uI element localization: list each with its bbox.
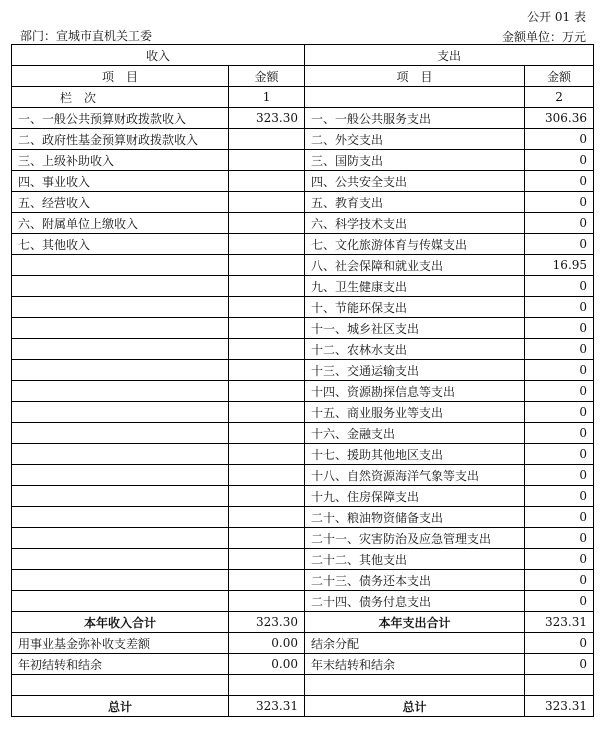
income-amount-cell [229,171,305,192]
income-adjustment-value: 0.00 [229,654,305,675]
section-header-row [12,45,594,66]
table-row [12,318,594,339]
table-row [12,171,594,192]
blank-row [12,675,594,696]
expense-item-cell: 八、社会保障和就业支出 [305,255,525,276]
income-adjustment-value: 0.00 [229,633,305,654]
expense-item-cell: 三、国防支出 [305,150,525,171]
table-row [12,465,594,486]
expense-item-cell: 二、外交支出 [305,129,525,150]
income-amount-cell [229,318,305,339]
table-row [12,213,594,234]
expense-amount-cell: 0 [525,213,594,234]
table-row [12,402,594,423]
income-amount-cell [229,549,305,570]
budget-table [11,44,594,717]
expense-item-cell: 二十、粮油物资储备支出 [305,507,525,528]
income-amount-cell [229,339,305,360]
table-row [12,444,594,465]
department-label: 部门：宣城市直机关工委 [20,29,153,43]
income-item-cell [12,402,229,423]
income-column-number: 1 [229,87,305,108]
row-label-cell: 栏 次 [12,87,229,108]
unit-label: 金额单位：万元 [501,30,586,44]
income-amount-cell [229,255,305,276]
blank-cell [525,675,594,696]
expense-item-cell: 二十二、其他支出 [305,549,525,570]
income-amount-cell [229,360,305,381]
expense-item-cell: 二十一、灾害防治及应急管理支出 [305,528,525,549]
expense-item-cell: 十二、农林水支出 [305,339,525,360]
expense-amount-cell: 0 [525,507,594,528]
expense-row-label-cell [305,87,525,108]
expense-amount-cell: 0 [525,444,594,465]
income-item-cell: 七、其他收入 [12,234,229,255]
income-item-cell [12,276,229,297]
income-item-cell [12,465,229,486]
income-item-cell: 六、附属单位上缴收入 [12,213,229,234]
income-item-cell [12,591,229,612]
income-total-label: 本年收入合计 [12,612,229,633]
table-row [12,360,594,381]
income-amount-cell [229,591,305,612]
expense-amount-cell: 0 [525,339,594,360]
table-row [12,570,594,591]
income-item-cell [12,528,229,549]
income-item-cell: 二、政府性基金预算财政拨款收入 [12,129,229,150]
income-amount-header: 金额 [229,66,305,87]
income-item-cell [12,549,229,570]
expense-amount-cell: 0 [525,381,594,402]
expense-amount-cell: 0 [525,465,594,486]
income-item-cell [12,339,229,360]
income-item-cell: 五、经营收入 [12,192,229,213]
blank-cell [229,675,305,696]
adjustment-row [12,654,594,675]
table-row [12,297,594,318]
column-header-row [12,66,594,87]
expense-section-title: 支出 [305,45,594,66]
income-amount-cell [229,444,305,465]
expense-item-cell: 十五、商业服务业等支出 [305,402,525,423]
expense-amount-header: 金额 [525,66,594,87]
expense-amount-cell: 0 [525,276,594,297]
expense-amount-cell: 0 [525,423,594,444]
income-amount-cell [229,234,305,255]
table-row [12,528,594,549]
expense-amount-cell: 0 [525,297,594,318]
income-item-cell [12,423,229,444]
expense-item-cell: 十三、交通运输支出 [305,360,525,381]
income-item-cell [12,360,229,381]
expense-item-cell: 十八、自然资源海洋气象等支出 [305,465,525,486]
income-amount-cell [229,402,305,423]
income-item-cell: 三、上级补助收入 [12,150,229,171]
expense-adjustment-label: 年末结转和结余 [305,654,525,675]
expense-item-cell: 十七、援助其他地区支出 [305,444,525,465]
table-row [12,255,594,276]
table-row [12,234,594,255]
column-number-row [12,87,594,108]
income-item-cell [12,255,229,276]
income-amount-cell [229,192,305,213]
table-row [12,129,594,150]
table-row [12,192,594,213]
table-row [12,486,594,507]
income-amount-cell [229,129,305,150]
expense-item-cell: 十六、金融支出 [305,423,525,444]
annual-total-row [12,612,594,633]
table-row [12,276,594,297]
income-item-cell: 四、事业收入 [12,171,229,192]
income-adjustment-label: 用事业基金弥补收支差额 [12,633,229,654]
expense-item-header: 项 目 [305,66,525,87]
income-amount-cell [229,507,305,528]
income-item-cell [12,507,229,528]
expense-amount-cell: 0 [525,192,594,213]
expense-total-label: 本年支出合计 [305,612,525,633]
income-amount-cell [229,213,305,234]
income-adjustment-label: 年初结转和结余 [12,654,229,675]
income-amount-cell [229,381,305,402]
income-amount-cell [229,150,305,171]
expense-amount-cell: 0 [525,318,594,339]
income-item-cell [12,318,229,339]
expense-amount-cell: 0 [525,486,594,507]
income-amount-cell [229,276,305,297]
income-item-cell [12,570,229,591]
expense-item-cell: 五、教育支出 [305,192,525,213]
income-grand-total-value: 323.31 [229,696,305,717]
expense-item-cell: 四、公共安全支出 [305,171,525,192]
expense-item-cell: 二十四、债务付息支出 [305,591,525,612]
expense-item-cell: 一、一般公共服务支出 [305,108,525,129]
grand-total-row [12,696,594,717]
expense-grand-total-value: 323.31 [525,696,594,717]
table-row [12,381,594,402]
income-amount-cell [229,570,305,591]
expense-amount-cell: 0 [525,591,594,612]
expense-item-cell: 七、文化旅游体育与传媒支出 [305,234,525,255]
blank-cell [12,675,229,696]
income-item-cell: 一、一般公共预算财政拨款收入 [12,108,229,129]
expense-amount-cell: 0 [525,570,594,591]
expense-item-cell: 十九、住房保障支出 [305,486,525,507]
expense-amount-cell: 0 [525,549,594,570]
table-row [12,591,594,612]
table-row [12,549,594,570]
adjustment-row [12,633,594,654]
expense-item-cell: 六、科学技术支出 [305,213,525,234]
income-item-cell [12,444,229,465]
income-amount-cell: 323.30 [229,108,305,129]
income-amount-cell [229,528,305,549]
income-item-header: 项 目 [12,66,229,87]
expense-grand-total-label: 总计 [305,696,525,717]
expense-amount-cell: 0 [525,150,594,171]
table-row [12,507,594,528]
expense-amount-cell: 0 [525,360,594,381]
table-row [12,150,594,171]
expense-item-cell: 九、卫生健康支出 [305,276,525,297]
expense-adjustment-label: 结余分配 [305,633,525,654]
expense-amount-cell: 0 [525,234,594,255]
expense-amount-cell: 306.36 [525,108,594,129]
expense-item-cell: 十一、城乡社区支出 [305,318,525,339]
expense-adjustment-value: 0 [525,633,594,654]
blank-cell [305,675,525,696]
income-item-cell [12,381,229,402]
income-item-cell [12,297,229,318]
expense-amount-cell: 0 [525,129,594,150]
expense-amount-cell: 0 [525,528,594,549]
form-number: 公开 01 表 [527,10,586,24]
expense-amount-cell: 0 [525,171,594,192]
income-amount-cell [229,297,305,318]
expense-adjustment-value: 0 [525,654,594,675]
table-row [12,339,594,360]
expense-amount-cell: 16.95 [525,255,594,276]
income-total-value: 323.30 [229,612,305,633]
table-row [12,423,594,444]
income-grand-total-label: 总计 [12,696,229,717]
expense-total-value: 323.31 [525,612,594,633]
expense-item-cell: 十四、资源勘探信息等支出 [305,381,525,402]
expense-amount-cell: 0 [525,402,594,423]
table-row [12,108,594,129]
income-section-title: 收入 [12,45,305,66]
income-amount-cell [229,486,305,507]
income-amount-cell [229,465,305,486]
expense-item-cell: 十、节能环保支出 [305,297,525,318]
expense-item-cell: 二十三、债务还本支出 [305,570,525,591]
income-amount-cell [229,423,305,444]
income-item-cell [12,486,229,507]
expense-column-number: 2 [525,87,594,108]
